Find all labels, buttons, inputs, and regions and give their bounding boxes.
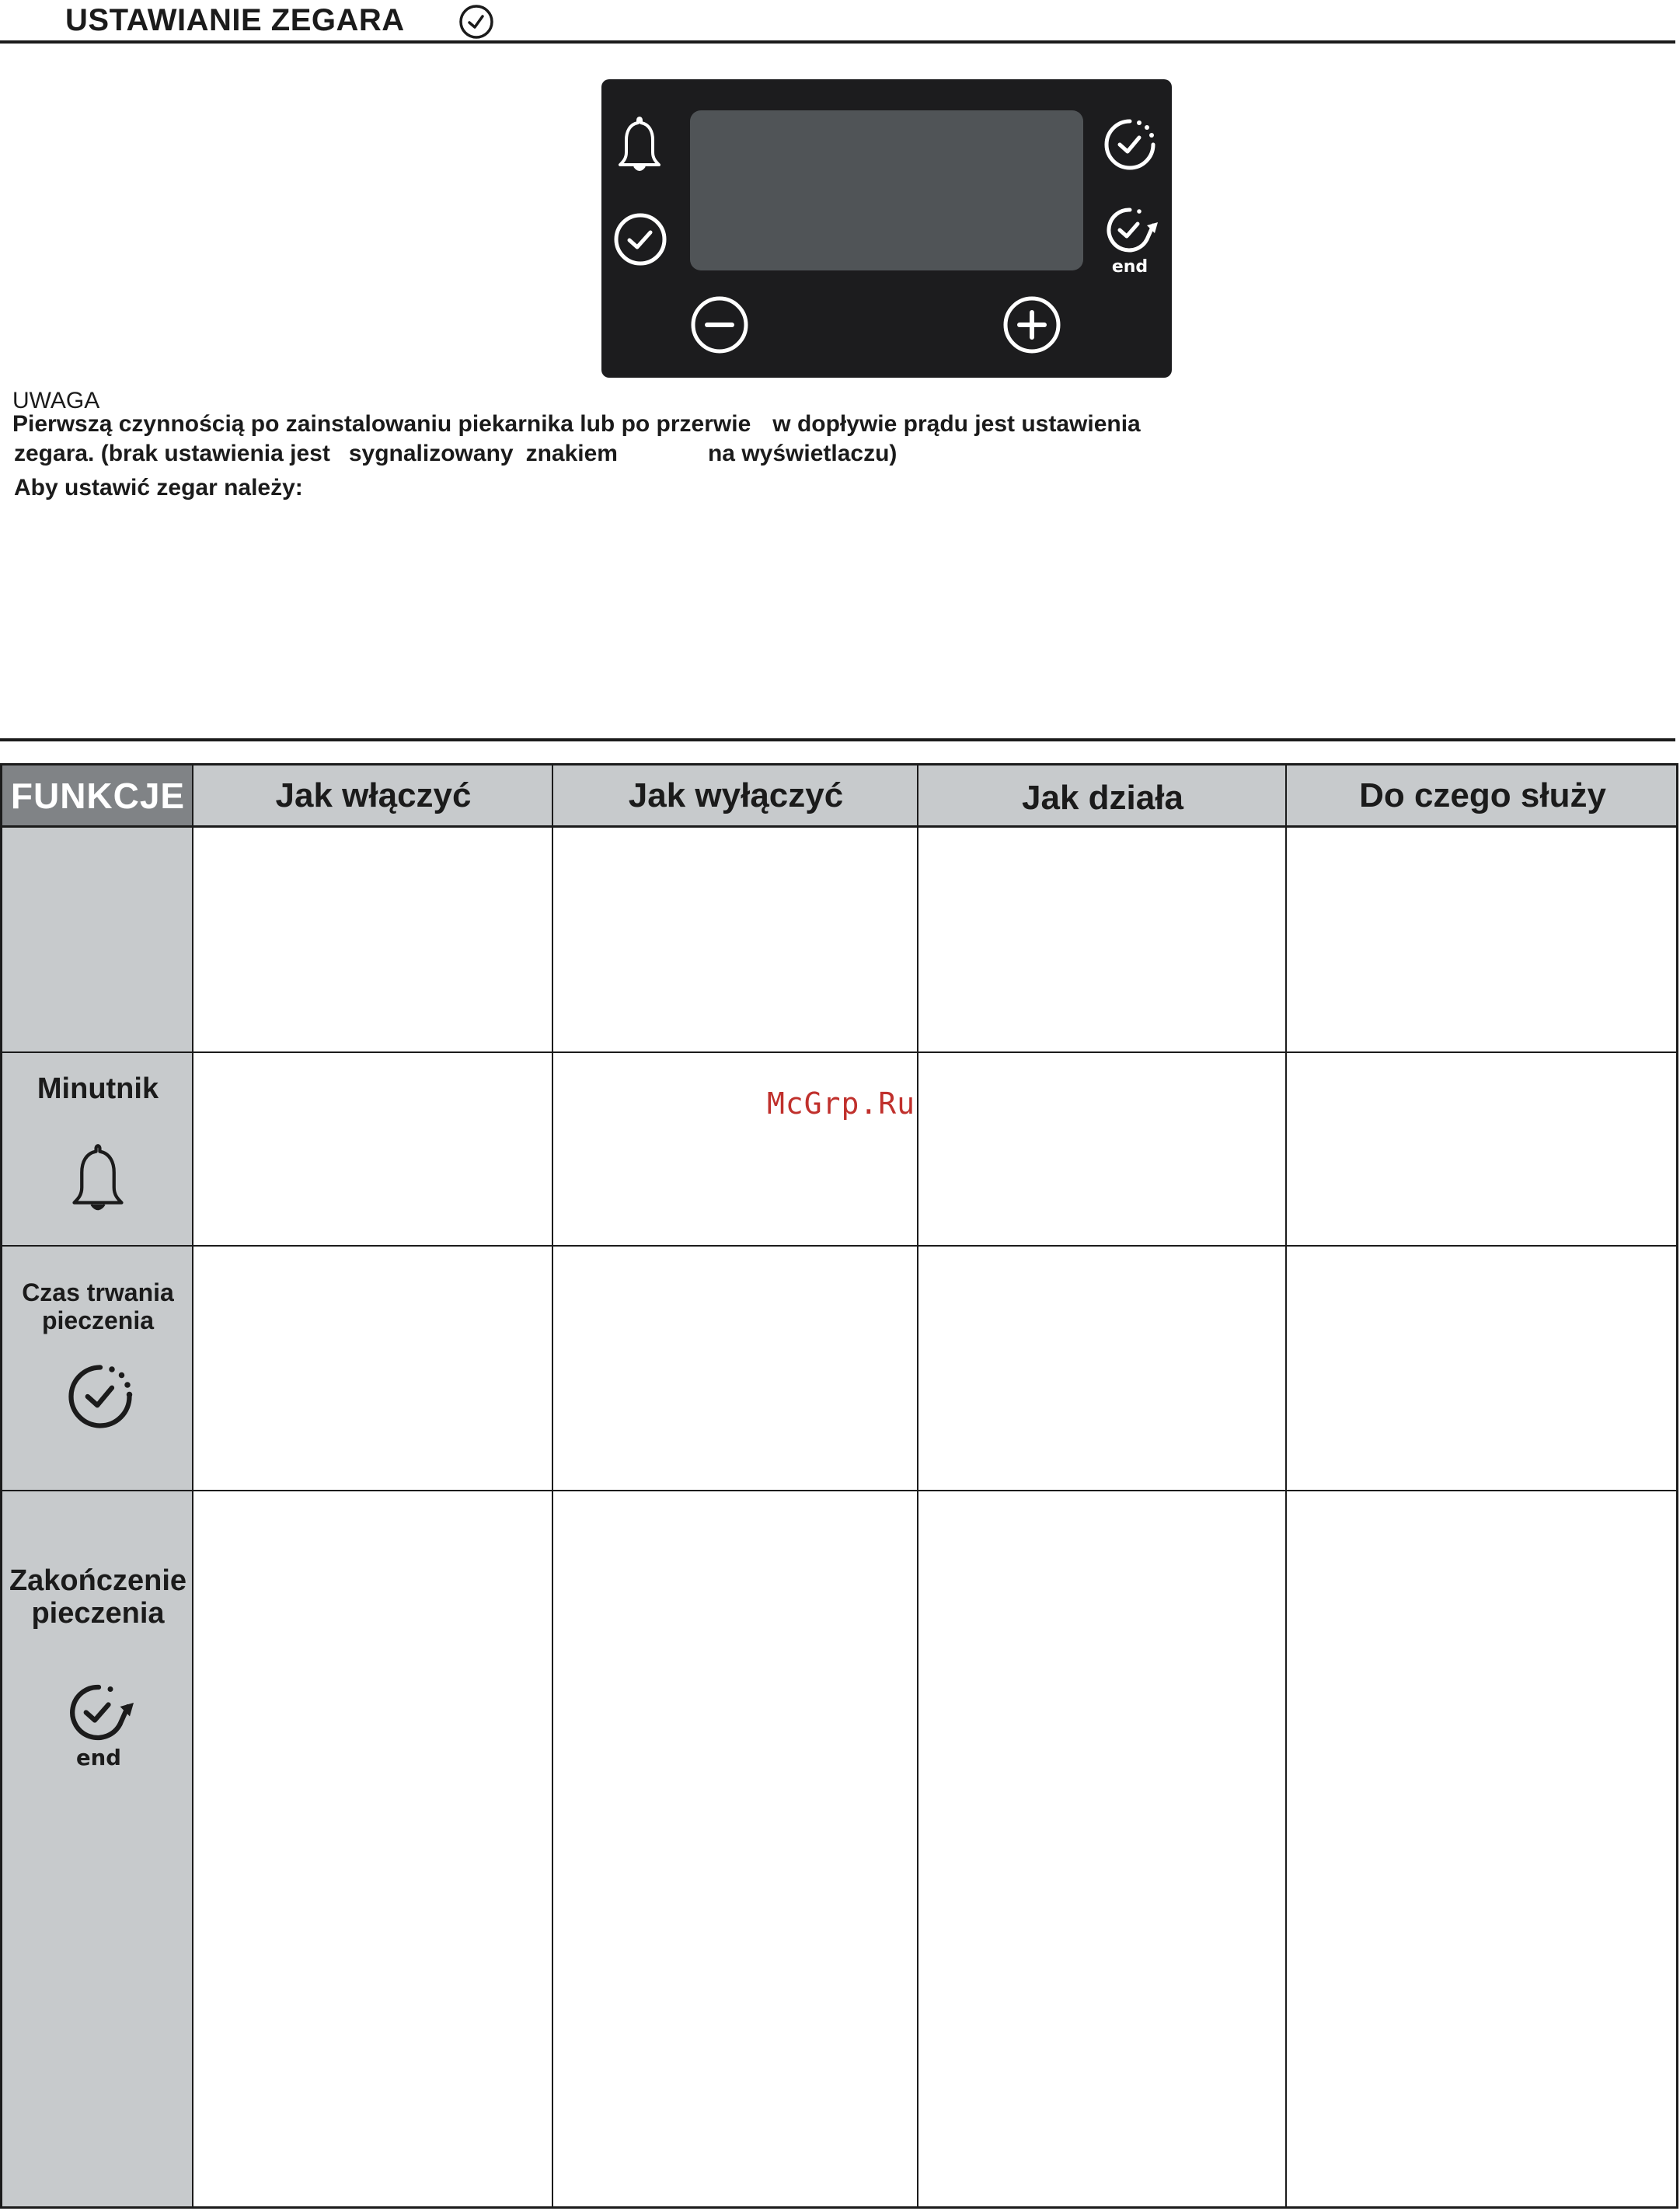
bell-icon	[64, 1140, 131, 1218]
header-do-czego-sluzy: Do czego służy	[1359, 776, 1606, 814]
cooking-duration-icon	[61, 1359, 139, 1434]
end-label: end	[1111, 257, 1148, 277]
row-divider	[2, 1051, 1676, 1053]
notice-line2-c: znakiem	[525, 441, 618, 466]
row-label-zak-line1: Zakończenie	[9, 1564, 187, 1597]
row-label-czas-line2: pieczenia	[41, 1306, 155, 1334]
column-divider	[192, 765, 193, 2206]
row-label-zak-line2: pieczenia	[31, 1597, 165, 1630]
title-rule	[0, 40, 1675, 44]
notice-line1	[12, 410, 1141, 439]
column-divider	[552, 765, 553, 2206]
header-jak-wylaczyc: Jak wyłączyć	[628, 776, 844, 814]
end-cooking-icon	[60, 1679, 138, 1773]
section-rule	[0, 738, 1675, 741]
notice-line2-b: sygnalizowany	[348, 441, 514, 466]
notice-heading: UWAGA	[12, 388, 100, 413]
end-label: end	[76, 1745, 121, 1770]
notice-line1-b: w dopływie prądu jest ustawienia	[772, 411, 1141, 437]
header-funkcje: FUNKCJE	[2, 765, 193, 825]
oven-control-panel	[601, 79, 1172, 378]
functions-column-bg	[2, 765, 193, 2206]
row-label-czas-line1: Czas trwania	[22, 1278, 174, 1306]
notice-line3: Aby ustawić zegar należy:	[14, 475, 303, 500]
column-divider	[917, 765, 918, 2206]
page-title: USTAWIANIE ZEGARA	[65, 3, 405, 37]
display-screen	[690, 110, 1083, 270]
clock-check-icon[interactable]	[612, 211, 668, 267]
header-jak-wlaczyc: Jak włączyć	[275, 776, 472, 814]
bell-icon[interactable]	[614, 113, 665, 177]
minus-circle-icon[interactable]	[688, 294, 751, 356]
header-jak-dziala: Jak działa	[1022, 778, 1183, 817]
end-cooking-icon[interactable]	[1099, 204, 1161, 278]
table-header-row	[2, 765, 1676, 828]
row-divider	[2, 1245, 1676, 1247]
functions-table	[0, 763, 1678, 2209]
row-divider	[2, 1490, 1676, 1491]
row-label-minutnik: Minutnik	[37, 1072, 159, 1105]
notice-line2-a: zegara. (brak ustawienia jest	[14, 441, 330, 466]
plus-circle-icon[interactable]	[1001, 294, 1063, 356]
watermark: McGrp.Ru	[767, 1086, 916, 1121]
row-label-zakonczenie	[2, 1564, 193, 1630]
notice-line2-d: na wyświetlaczu)	[707, 441, 898, 466]
notice-line2	[14, 439, 897, 469]
row-label-czas-trwania	[2, 1278, 193, 1334]
column-divider	[1285, 765, 1287, 2206]
cooking-duration-icon[interactable]	[1099, 115, 1161, 174]
notice-line1-a: Pierwszą czynnością po zainstalowaniu piekarnika lub po przerwie	[12, 411, 751, 437]
clock-check-icon	[457, 2, 496, 40]
